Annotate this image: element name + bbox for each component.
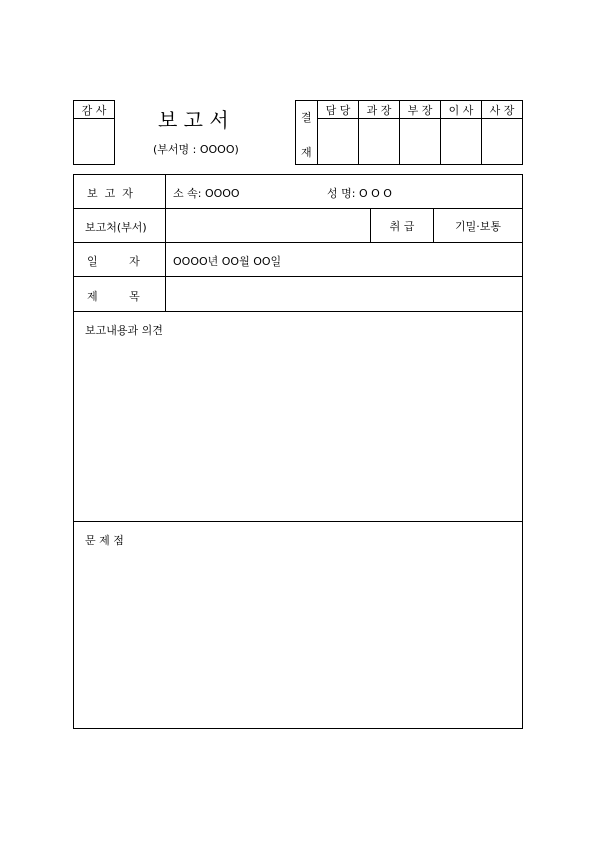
- approval-side-label-1: 결: [301, 111, 312, 124]
- date-label: 일 자: [87, 255, 140, 268]
- recipient-label: 보고처(부서): [85, 221, 147, 234]
- department-name: (부서명 : OOOO): [153, 143, 239, 156]
- problems-area[interactable]: [79, 550, 517, 720]
- approval-side-label-2: 재: [301, 146, 312, 159]
- recipient-field[interactable]: [173, 219, 363, 233]
- approval-sign-director[interactable]: [441, 119, 481, 164]
- handling-field[interactable]: 기밀·보통: [454, 219, 501, 233]
- approval-sign-president[interactable]: [482, 119, 522, 164]
- approval-col-president: 사 장: [489, 103, 515, 117]
- audit-label: 감 사: [74, 101, 114, 119]
- approval-box: [295, 100, 523, 165]
- approval-col-section-chief: 과 장: [366, 103, 392, 117]
- approval-col-department-head: 부 장: [407, 103, 433, 117]
- content-label: 보고내용과 의견: [85, 324, 163, 337]
- reporter-label: 보 고 자: [87, 187, 133, 200]
- report-title: 보 고 서: [158, 108, 229, 132]
- approval-sign-section-chief[interactable]: [359, 119, 399, 164]
- approval-col-director: 이 사: [448, 103, 474, 117]
- report-form: [73, 174, 523, 729]
- approval-sign-department-head[interactable]: [400, 119, 440, 164]
- subject-field[interactable]: [173, 287, 513, 303]
- approval-sign-staff[interactable]: [318, 119, 358, 164]
- affiliation-field[interactable]: 소 속: OOOO: [173, 187, 240, 200]
- subject-label: 제 목: [87, 290, 140, 303]
- approval-col-staff: 담 당: [325, 103, 351, 117]
- problems-label: 문 제 점: [85, 534, 124, 547]
- content-area[interactable]: [79, 340, 517, 515]
- name-field[interactable]: 성 명: O O O: [327, 187, 392, 200]
- date-field[interactable]: OOOO년 OO월 OO일: [173, 255, 282, 268]
- audit-box: [73, 100, 115, 165]
- handling-label: 취 급: [389, 219, 415, 233]
